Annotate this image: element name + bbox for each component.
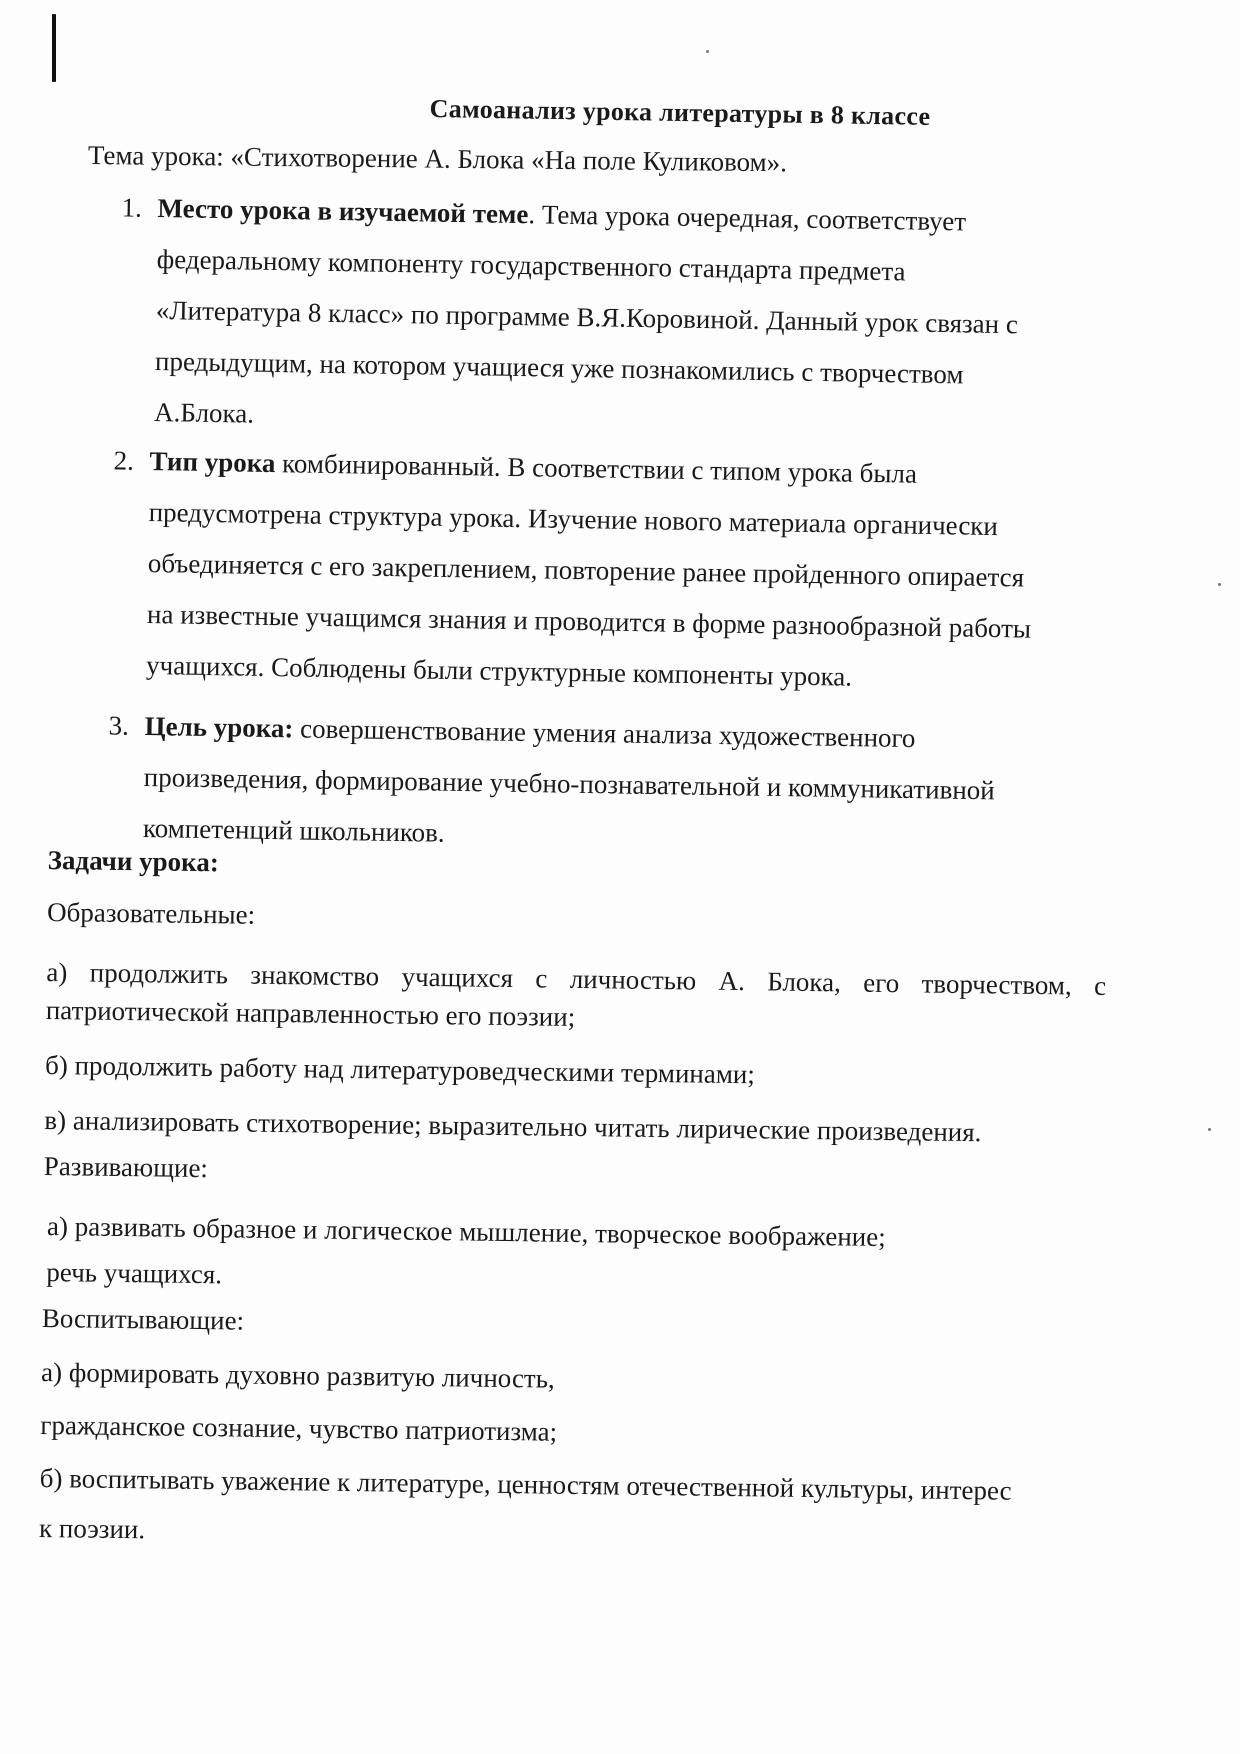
section-text: совершенствование умения анализа художественного xyxy=(293,713,916,754)
section-heading: Цель урока: xyxy=(144,710,294,744)
upbringing-task-a: а) формировать духовно развитую личность, xyxy=(40,1356,555,1394)
educational-task-a xyxy=(46,957,1106,1002)
scan-speck xyxy=(1218,583,1221,586)
section-heading: Место урока в изучаемой теме xyxy=(157,192,529,230)
scan-speck xyxy=(1208,1128,1211,1131)
section-number: 1. xyxy=(121,192,143,223)
section-line: предыдущим, на котором учащиеся уже познакомились с творчеством xyxy=(154,345,964,390)
word: продолжить xyxy=(89,957,229,990)
margin-mark xyxy=(52,14,56,82)
educational-label: Образовательные: xyxy=(46,896,256,930)
section-line: произведения, формирование учебно-познавательной и коммуникативной xyxy=(143,761,995,806)
word: с xyxy=(1093,970,1107,1001)
upbringing-task-b-continued: к поэзии. xyxy=(38,1512,146,1545)
section-line: объединяется с его закреплением, повторение ранее пройденного опирается xyxy=(147,547,1025,593)
section-line: «Литература 8 класс» по программе В.Я.Коровиной. Данный урок связан с xyxy=(155,294,1019,340)
word: А. xyxy=(718,965,746,997)
section-2 xyxy=(113,436,1034,706)
section-1 xyxy=(121,183,1020,452)
document-title: Самоанализ урока литературы в 8 классе xyxy=(429,94,931,131)
word: учащихся xyxy=(401,961,514,994)
scan-speck xyxy=(706,50,709,53)
developing-label: Развивающие: xyxy=(43,1150,209,1184)
word: знакомство xyxy=(250,959,380,992)
section-line: А.Блока. xyxy=(153,396,255,429)
word: его xyxy=(863,967,900,999)
developing-task-a-continued: речь учащихся. xyxy=(46,1257,223,1290)
word: личностью xyxy=(569,963,697,996)
section-line: учащихся. Соблюдены были структурные компоненты урока. xyxy=(145,649,853,692)
word: творчеством, xyxy=(921,968,1072,1001)
upbringing-task-b: б) воспитывать уважение к литературе, ценностям отечественной культуры, интерес xyxy=(39,1462,1012,1506)
educational-task-a-continued: патриотической направленностью его поэзии; xyxy=(45,994,576,1032)
section-line: компетенций школьников. xyxy=(142,812,445,848)
educational-task-c: в) анализировать стихотворение; выразительно читать лирические произведения. xyxy=(44,1104,982,1148)
section-number: 2. xyxy=(113,445,135,476)
lesson-topic: Тема урока: «Стихотворение А. Блока «На поле Куликовом». xyxy=(87,140,788,178)
upbringing-task-a-continued: гражданское сознание, чувство патриотизма; xyxy=(40,1409,558,1447)
section-number: 3. xyxy=(108,710,130,741)
section-3 xyxy=(108,701,996,867)
section-text: . Тема урока очередная, соответствует xyxy=(528,199,967,237)
section-line: предусмотрена структура урока. Изучение нового материала органически xyxy=(148,496,999,542)
educational-task-b: б) продолжить работу над литературоведческими терминами; xyxy=(44,1049,756,1090)
word: Блока, xyxy=(767,966,842,998)
section-text: комбинированный. В соответствии с типом урока была xyxy=(275,448,918,489)
developing-task-a: а) развивать образное и логическое мышление, творческое воображение; xyxy=(46,1211,886,1252)
section-line: федеральному компоненту государственного стандарта предмета xyxy=(156,243,906,287)
word: а) xyxy=(46,956,68,988)
section-heading: Тип урока xyxy=(149,445,276,479)
word: с xyxy=(535,963,548,994)
upbringing-label: Воспитывающие: xyxy=(41,1302,245,1336)
section-line: на известные учащимся знания и проводится в форме разнообразной работы xyxy=(146,598,1032,644)
tasks-heading: Задачи урока: xyxy=(47,845,220,878)
